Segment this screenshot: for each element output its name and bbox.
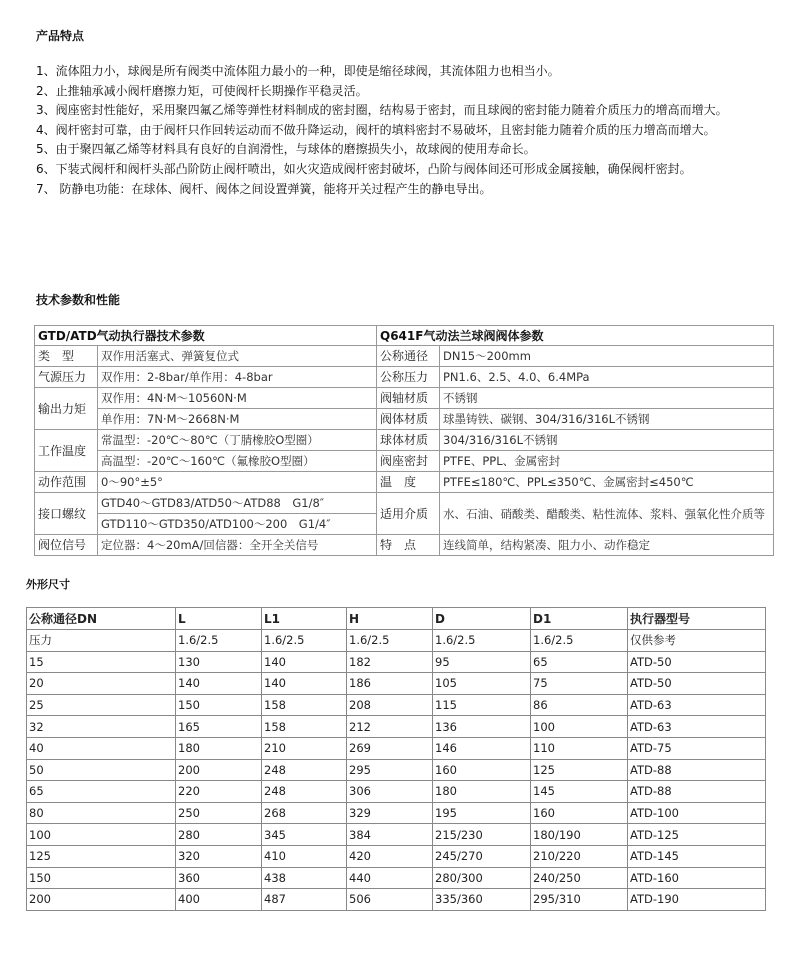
table-cell: 158 <box>262 716 347 738</box>
feature-item: 5、由于聚四氟乙烯等材料具有良好的自润滑性，与球体的磨擦损失小，故球阀的使用寿命长。 <box>36 142 536 157</box>
table-cell: 240/250 <box>531 867 628 889</box>
table-cell: ATD-125 <box>628 824 766 846</box>
table-cell: 86 <box>531 694 628 716</box>
table-row <box>35 472 774 493</box>
table-row <box>27 694 766 716</box>
table-cell: 506 <box>347 889 433 911</box>
table-cell: 280/300 <box>433 867 531 889</box>
table-cell: 140 <box>176 673 262 695</box>
table-cell: 136 <box>433 716 531 738</box>
table-cell: 40 <box>27 737 176 759</box>
cell-value: 高温型：-20℃～160℃（氟橡胶O型圈） <box>98 451 377 472</box>
table-cell: 32 <box>27 716 176 738</box>
table-row <box>27 759 766 781</box>
cell-value: 不锈钢 <box>440 388 774 409</box>
table-cell: 130 <box>176 651 262 673</box>
table-cell: 269 <box>347 737 433 759</box>
table-cell: 329 <box>347 802 433 824</box>
table-cell: 360 <box>176 867 262 889</box>
cell-label: 阀位信号 <box>35 535 98 556</box>
cell-value: PTFE、PPL、金属密封 <box>440 451 774 472</box>
table-cell: 400 <box>176 889 262 911</box>
spec-table <box>34 325 774 556</box>
table-cell: ATD-63 <box>628 694 766 716</box>
table-cell: ATD-50 <box>628 673 766 695</box>
table-row <box>27 802 766 824</box>
actuator-header: GTD/ATD气动执行器技术参数 <box>35 326 377 346</box>
table-row <box>27 889 766 911</box>
column-header: 执行器型号 <box>628 608 766 630</box>
table-cell: 182 <box>347 651 433 673</box>
table-row <box>27 824 766 846</box>
table-cell: 1.6/2.5 <box>176 630 262 652</box>
table-row <box>27 845 766 867</box>
cell-label: 动作范围 <box>35 472 98 493</box>
table-cell: ATD-100 <box>628 802 766 824</box>
table-cell: ATD-88 <box>628 759 766 781</box>
table-cell: 320 <box>176 845 262 867</box>
column-header: H <box>347 608 433 630</box>
cell-value: 双作用活塞式、弹簧复位式 <box>98 346 377 367</box>
table-cell: 487 <box>262 889 347 911</box>
table-cell: 210 <box>262 737 347 759</box>
feature-item: 6、下装式阀杆和阀杆头部凸阶防止阀杆喷出，如火灾造成阀杆密封破坏，凸阶与阀体间还可形成金属接触，确保阀杆密封。 <box>36 161 692 176</box>
table-cell: 158 <box>262 694 347 716</box>
cell-value: 常温型：-20℃～80℃（丁腈橡胶O型圈） <box>98 430 377 451</box>
table-cell: 15 <box>27 651 176 673</box>
cell-value: 定位器：4～20mA/回信器：全开全关信号 <box>98 535 377 556</box>
table-row <box>27 737 766 759</box>
table-cell: 250 <box>176 802 262 824</box>
cell-label: 特 点 <box>377 535 440 556</box>
cell-value: 0～90°±5° <box>98 472 377 493</box>
table-cell: 212 <box>347 716 433 738</box>
cell-label: 阀体材质 <box>377 409 440 430</box>
cell-label: 阀轴材质 <box>377 388 440 409</box>
table-cell: 65 <box>531 651 628 673</box>
cell-value: PN1.6、2.5、4.0、6.4MPa <box>440 367 774 388</box>
table-row <box>35 346 774 367</box>
table-row <box>27 716 766 738</box>
table-cell: 1.6/2.5 <box>531 630 628 652</box>
table-cell: 95 <box>433 651 531 673</box>
table-cell: ATD-190 <box>628 889 766 911</box>
cell-label: 适用介质 <box>377 493 440 535</box>
table-cell: 仅供参考 <box>628 630 766 652</box>
table-cell: 384 <box>347 824 433 846</box>
table-cell: 200 <box>27 889 176 911</box>
cell-value: 304/316/316L不锈钢 <box>440 430 774 451</box>
cell-value: 连线简单，结构紧凑、阻力小、动作稳定 <box>440 535 774 556</box>
cell-label: 公称压力 <box>377 367 440 388</box>
feature-item: 1、流体阻力小，球阀是所有阀类中流体阻力最小的一种，即使是缩径球阀，其流体阻力也相当小。 <box>36 64 560 78</box>
feature-item: 2、止推轴承减小阀杆磨擦力矩，可使阀杆长期操作平稳灵活。 <box>36 83 368 98</box>
table-cell: 1.6/2.5 <box>347 630 433 652</box>
features-list <box>36 62 756 199</box>
dimensions-title: 外形尺寸 <box>26 578 70 591</box>
table-header-row <box>27 608 766 630</box>
table-cell: 180/190 <box>531 824 628 846</box>
features-title: 产品特点 <box>36 29 85 43</box>
table-cell: 160 <box>433 759 531 781</box>
table-cell: 1.6/2.5 <box>262 630 347 652</box>
table-cell: 146 <box>433 737 531 759</box>
table-cell: 1.6/2.5 <box>433 630 531 652</box>
table-cell: 115 <box>433 694 531 716</box>
table-cell: 410 <box>262 845 347 867</box>
cell-label: 接口螺纹 <box>35 493 98 535</box>
cell-value: GTD40～GTD83/ATD50～ATD88 G1/8″ <box>98 493 377 514</box>
table-cell: 248 <box>262 781 347 803</box>
table-cell: 180 <box>433 781 531 803</box>
table-cell: 150 <box>176 694 262 716</box>
table-cell: 210/220 <box>531 845 628 867</box>
table-cell: ATD-75 <box>628 737 766 759</box>
table-row <box>35 367 774 388</box>
cell-label: 类 型 <box>35 346 98 367</box>
table-cell: 压力 <box>27 630 176 652</box>
table-row <box>27 630 766 652</box>
column-header: D1 <box>531 608 628 630</box>
cell-value: 双作用：2-8bar/单作用：4-8bar <box>98 367 377 388</box>
cell-label: 温 度 <box>377 472 440 493</box>
table-cell: 245/270 <box>433 845 531 867</box>
table-cell: 268 <box>262 802 347 824</box>
table-cell: 50 <box>27 759 176 781</box>
cell-value: 双作用：4N·M～10560N·M <box>98 388 377 409</box>
table-cell: 180 <box>176 737 262 759</box>
table-cell: 100 <box>531 716 628 738</box>
cell-label: 气源压力 <box>35 367 98 388</box>
column-header: L <box>176 608 262 630</box>
table-cell: ATD-88 <box>628 781 766 803</box>
cell-value: 单作用：7N·M～2668N·M <box>98 409 377 430</box>
table-cell: 165 <box>176 716 262 738</box>
table-row <box>35 409 774 430</box>
table-row <box>35 535 774 556</box>
table-cell: 195 <box>433 802 531 824</box>
table-cell: 110 <box>531 737 628 759</box>
column-header: 公称通径DN <box>27 608 176 630</box>
table-row <box>27 651 766 673</box>
cell-label: 工作温度 <box>35 430 98 472</box>
table-row <box>35 493 774 514</box>
table-cell: 295/310 <box>531 889 628 911</box>
table-cell: 248 <box>262 759 347 781</box>
table-cell: 345 <box>262 824 347 846</box>
table-row <box>35 430 774 451</box>
table-cell: 150 <box>27 867 176 889</box>
table-cell: ATD-145 <box>628 845 766 867</box>
table-cell: 186 <box>347 673 433 695</box>
table-cell: 105 <box>433 673 531 695</box>
table-cell: 80 <box>27 802 176 824</box>
table-cell: 420 <box>347 845 433 867</box>
table-cell: 306 <box>347 781 433 803</box>
table-row <box>27 781 766 803</box>
table-cell: 145 <box>531 781 628 803</box>
table-cell: 65 <box>27 781 176 803</box>
cell-label: 输出力矩 <box>35 388 98 430</box>
feature-item: 4、阀杆密封可靠，由于阀杆只作回转运动而不做升降运动，阀杆的填料密封不易破坏，且密封能力随着介质的压力增高而增大。 <box>36 122 716 137</box>
table-cell: 335/360 <box>433 889 531 911</box>
table-cell: 125 <box>531 759 628 781</box>
table-cell: 438 <box>262 867 347 889</box>
table-row <box>35 388 774 409</box>
table-cell: 25 <box>27 694 176 716</box>
table-cell: ATD-50 <box>628 651 766 673</box>
table-cell: 208 <box>347 694 433 716</box>
cell-value: DN15～200mm <box>440 346 774 367</box>
table-cell: 100 <box>27 824 176 846</box>
cell-value: GTD110～GTD350/ATD100～200 G1/4″ <box>98 514 377 535</box>
valve-header: Q641F气动法兰球阀阀体参数 <box>377 326 774 346</box>
table-cell: 160 <box>531 802 628 824</box>
table-cell: 215/230 <box>433 824 531 846</box>
spec-title: 技术参数和性能 <box>36 293 121 307</box>
table-cell: 75 <box>531 673 628 695</box>
column-header: L1 <box>262 608 347 630</box>
table-row <box>27 867 766 889</box>
table-cell: 295 <box>347 759 433 781</box>
cell-value: 球墨铸铁、碳钢、304/316/316L不锈钢 <box>440 409 774 430</box>
dimensions-table <box>26 607 766 911</box>
cell-label: 球体材质 <box>377 430 440 451</box>
cell-value: PTFE≤180℃、PPL≤350℃、金属密封≤450℃ <box>440 472 774 493</box>
table-row <box>27 673 766 695</box>
table-header-row <box>35 326 774 346</box>
table-cell: 220 <box>176 781 262 803</box>
feature-item: 3、阀座密封性能好，采用聚四氟乙烯等弹性材料制成的密封圈，结构易于密封，而且球阀的密封能力随着介质压力的增高而增大。 <box>36 103 728 118</box>
table-cell: 125 <box>27 845 176 867</box>
table-cell: ATD-160 <box>628 867 766 889</box>
table-cell: 140 <box>262 673 347 695</box>
cell-value: 水、石油、硝酸类、醋酸类、粘性流体、浆料、强氧化性介质等 <box>440 493 774 535</box>
column-header: D <box>433 608 531 630</box>
table-cell: 200 <box>176 759 262 781</box>
table-cell: 440 <box>347 867 433 889</box>
feature-item: 7、 防静电功能：在球体、阀杆、阀体之间设置弹簧，能将开关过程产生的静电导出。 <box>36 181 492 196</box>
table-cell: ATD-63 <box>628 716 766 738</box>
table-cell: 20 <box>27 673 176 695</box>
table-cell: 140 <box>262 651 347 673</box>
cell-label: 阀座密封 <box>377 451 440 472</box>
cell-label: 公称通径 <box>377 346 440 367</box>
table-cell: 280 <box>176 824 262 846</box>
table-row <box>35 451 774 472</box>
